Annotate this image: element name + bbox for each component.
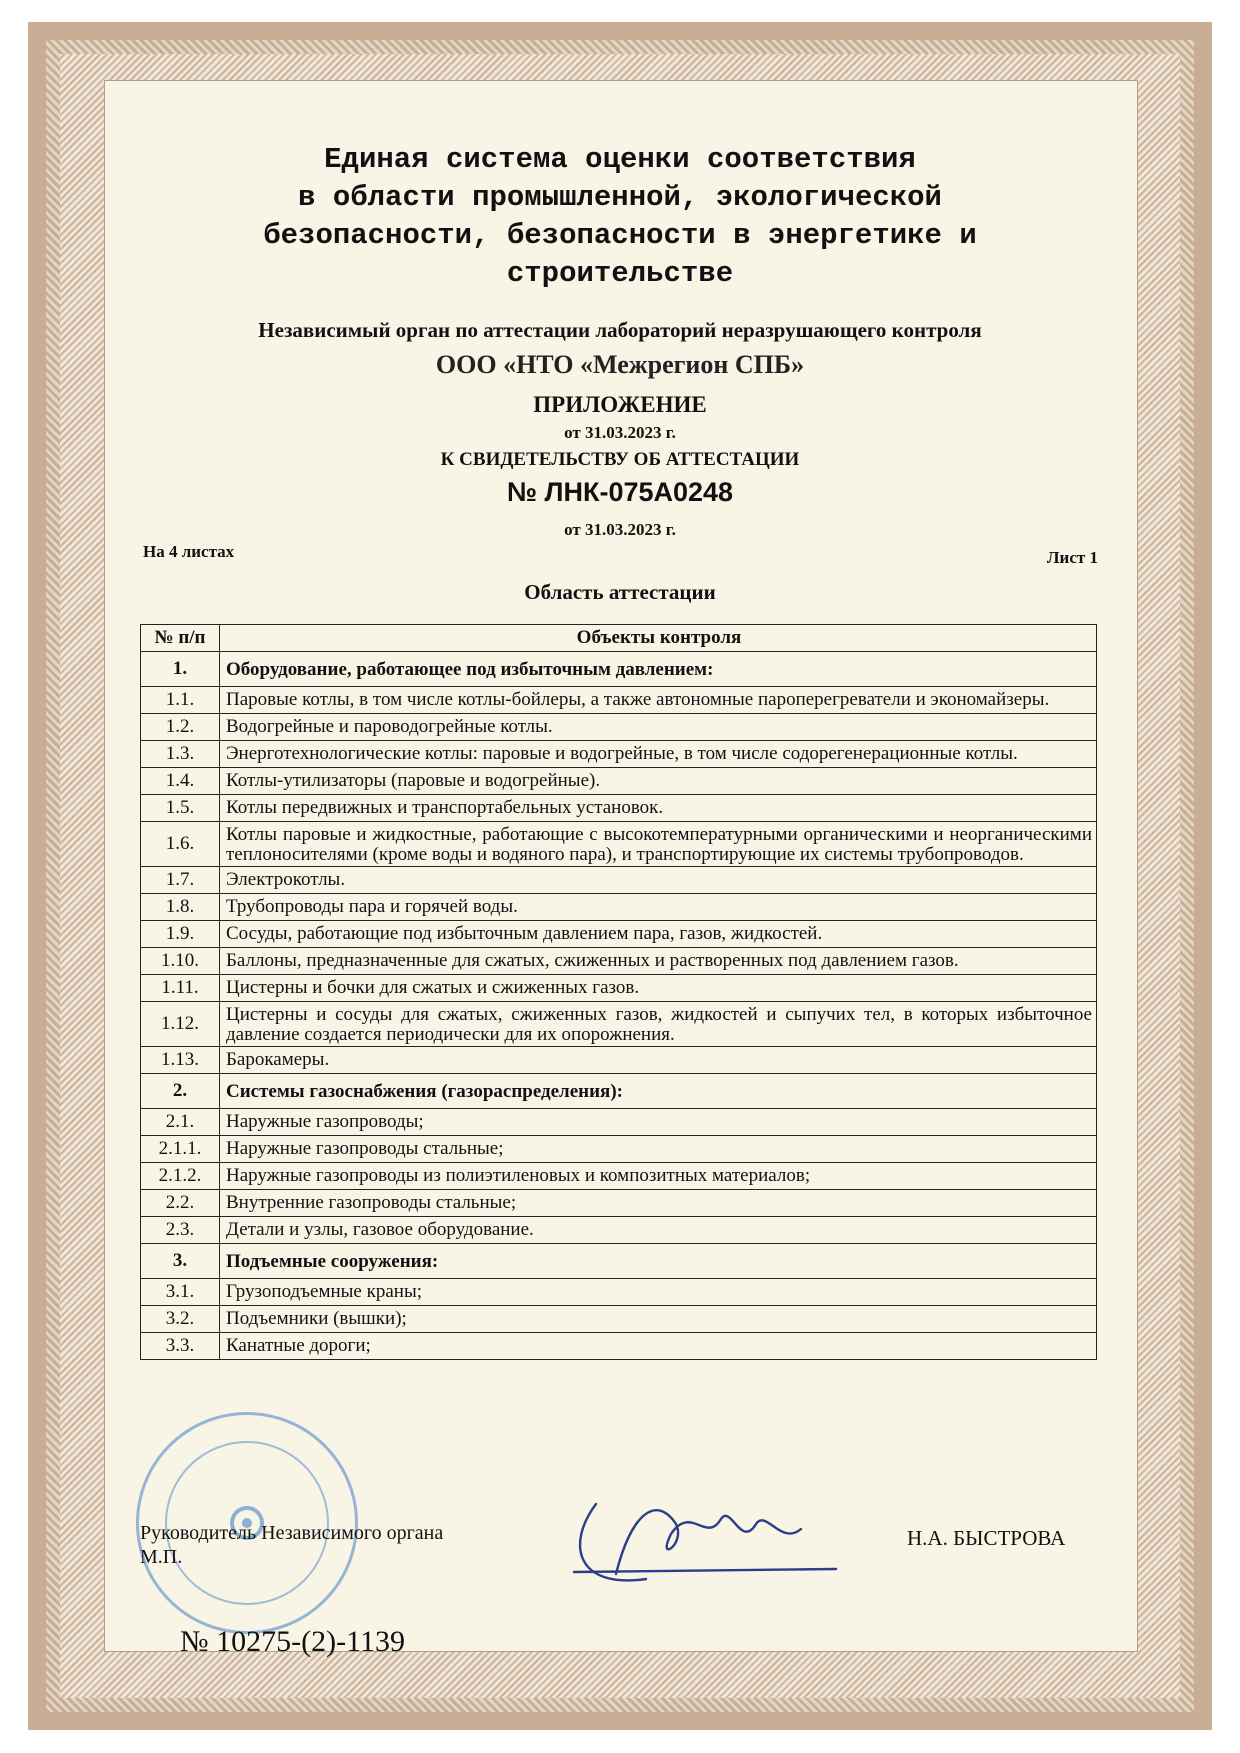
row-number: 1.3.	[141, 741, 220, 768]
table-row	[141, 1163, 1097, 1190]
row-object: Сосуды, работающие под избыточным давлением пара, газов, жидкостей.	[220, 921, 1097, 948]
row-object: Барокамеры.	[220, 1047, 1097, 1074]
row-number: 2.1.1.	[141, 1136, 220, 1163]
row-number: 1.8.	[141, 894, 220, 921]
table-row	[141, 768, 1097, 795]
heading-line-3: безопасности, безопасности в энергетике и	[263, 219, 977, 252]
row-object: Наружные газопроводы стальные;	[220, 1136, 1097, 1163]
col-objects-header: Объекты контроля	[220, 625, 1097, 652]
row-number: 2.3.	[141, 1217, 220, 1244]
row-object: Водогрейные и пароводогрейные котлы.	[220, 714, 1097, 741]
row-number: 3.2.	[141, 1306, 220, 1333]
row-object: Энерготехнологические котлы: паровые и водогрейные, в том числе содорегенерационные котлы.	[220, 741, 1097, 768]
row-object: Оборудование, работающее под избыточным давлением:	[220, 652, 1097, 687]
table-row	[141, 1217, 1097, 1244]
table-row	[141, 1074, 1097, 1109]
signer-name: Н.А. БЫСТРОВА	[907, 1526, 1066, 1550]
row-number: 1.7.	[141, 867, 220, 894]
row-object: Подъемные сооружения:	[220, 1244, 1097, 1279]
table-header-row	[141, 625, 1097, 652]
row-object: Котлы паровые и жидкостные, работающие с высокотемпературными органическими и неорганическими теплоносителями (кроме воды и водяного пара), и транспортирующие их системы трубопроводов.	[220, 822, 1097, 867]
row-number: 1.12.	[141, 1002, 220, 1047]
row-object: Котлы передвижных и транспортабельных установок.	[220, 795, 1097, 822]
row-object: Цистерны и бочки для сжатых и сжиженных газов.	[220, 975, 1097, 1002]
org-name: ООО «НТО «Межрегион СПБ»	[435, 350, 805, 379]
table-row	[141, 1109, 1097, 1136]
row-object: Паровые котлы, в том числе котлы-бойлеры, а также автономные пароперегреватели и экономайзеры.	[220, 687, 1097, 714]
row-object: Грузоподъемные краны;	[220, 1279, 1097, 1306]
row-object: Детали и узлы, газовое оборудование.	[220, 1217, 1097, 1244]
table-row	[141, 1244, 1097, 1279]
table-row	[141, 975, 1097, 1002]
table-row	[141, 652, 1097, 687]
col-number-header: № п/п	[141, 625, 220, 652]
sheets-total: На 4 листах	[143, 542, 235, 561]
row-number: 1.4.	[141, 768, 220, 795]
row-object: Цистерны и сосуды для сжатых, сжиженных газов, жидкостей и сыпучих тел, в которых избыточное давление создается периодически для их опорожнения.	[220, 1002, 1097, 1047]
table-row	[141, 795, 1097, 822]
row-number: 3.	[141, 1244, 220, 1279]
row-object: Баллоны, предназначенные для сжатых, сжиженных и растворенных под давлением газов.	[220, 948, 1097, 975]
row-number: 1.10.	[141, 948, 220, 975]
table-row	[141, 1136, 1097, 1163]
row-object: Наружные газопроводы;	[220, 1109, 1097, 1136]
certificate-date: от 31.03.2023 г.	[564, 520, 676, 539]
row-number: 1.9.	[141, 921, 220, 948]
row-number: 1.1.	[141, 687, 220, 714]
sheet-number: Лист 1	[1046, 548, 1098, 567]
row-object: Наружные газопроводы из полиэтиленовых и композитных материалов;	[220, 1163, 1097, 1190]
row-object: Внутренние газопроводы стальные;	[220, 1190, 1097, 1217]
row-number: 3.3.	[141, 1333, 220, 1360]
table-row	[141, 867, 1097, 894]
row-number: 1.6.	[141, 822, 220, 867]
row-number: 2.1.	[141, 1109, 220, 1136]
row-number: 1.13.	[141, 1047, 220, 1074]
row-object: Подъемники (вышки);	[220, 1306, 1097, 1333]
table-row	[141, 1002, 1097, 1047]
row-number: 2.2.	[141, 1190, 220, 1217]
row-object: Котлы-утилизаторы (паровые и водогрейные).	[220, 768, 1097, 795]
signature	[556, 1474, 846, 1604]
row-number: 1.2.	[141, 714, 220, 741]
table-row	[141, 1306, 1097, 1333]
heading-line-4: строительстве	[506, 257, 734, 290]
table-row	[141, 894, 1097, 921]
table-row	[141, 1333, 1097, 1360]
row-number: 1.5.	[141, 795, 220, 822]
row-object: Электрокотлы.	[220, 867, 1097, 894]
row-object: Канатные дороги;	[220, 1333, 1097, 1360]
certificate-number: № ЛНК-075А0248	[506, 477, 734, 507]
row-object: Трубопроводы пара и горячей воды.	[220, 894, 1097, 921]
row-number: 3.1.	[141, 1279, 220, 1306]
scope-title: Область аттестации	[524, 580, 716, 604]
seal-place: М.П.	[140, 1546, 183, 1568]
body-org: Независимый орган по аттестации лабораторий неразрушающего контроля	[258, 318, 982, 342]
row-number: 2.	[141, 1074, 220, 1109]
to-certificate: К СВИДЕТЕЛЬСТВУ ОБ АТТЕСТАЦИИ	[440, 449, 800, 470]
head-title: Руководитель Независимого органа	[140, 1522, 444, 1544]
row-number: 1.	[141, 652, 220, 687]
form-number: № 10275-(2)-1139	[180, 1625, 405, 1658]
table-row	[141, 921, 1097, 948]
table-row	[141, 741, 1097, 768]
scope-table	[140, 624, 1097, 1360]
table-row	[141, 714, 1097, 741]
heading-line-2: в области промышленной, экологической	[298, 181, 942, 214]
table-row	[141, 1279, 1097, 1306]
row-object: Системы газоснабжения (газораспределения):	[220, 1074, 1097, 1109]
heading-line-1: Единая система оценки соответствия	[324, 143, 916, 176]
table-row	[141, 1190, 1097, 1217]
doc-date: от 31.03.2023 г.	[564, 423, 676, 442]
table-row	[141, 687, 1097, 714]
doc-title: ПРИЛОЖЕНИЕ	[533, 392, 707, 417]
table-row	[141, 948, 1097, 975]
table-row	[141, 1047, 1097, 1074]
row-number: 2.1.2.	[141, 1163, 220, 1190]
table-row	[141, 822, 1097, 867]
row-number: 1.11.	[141, 975, 220, 1002]
